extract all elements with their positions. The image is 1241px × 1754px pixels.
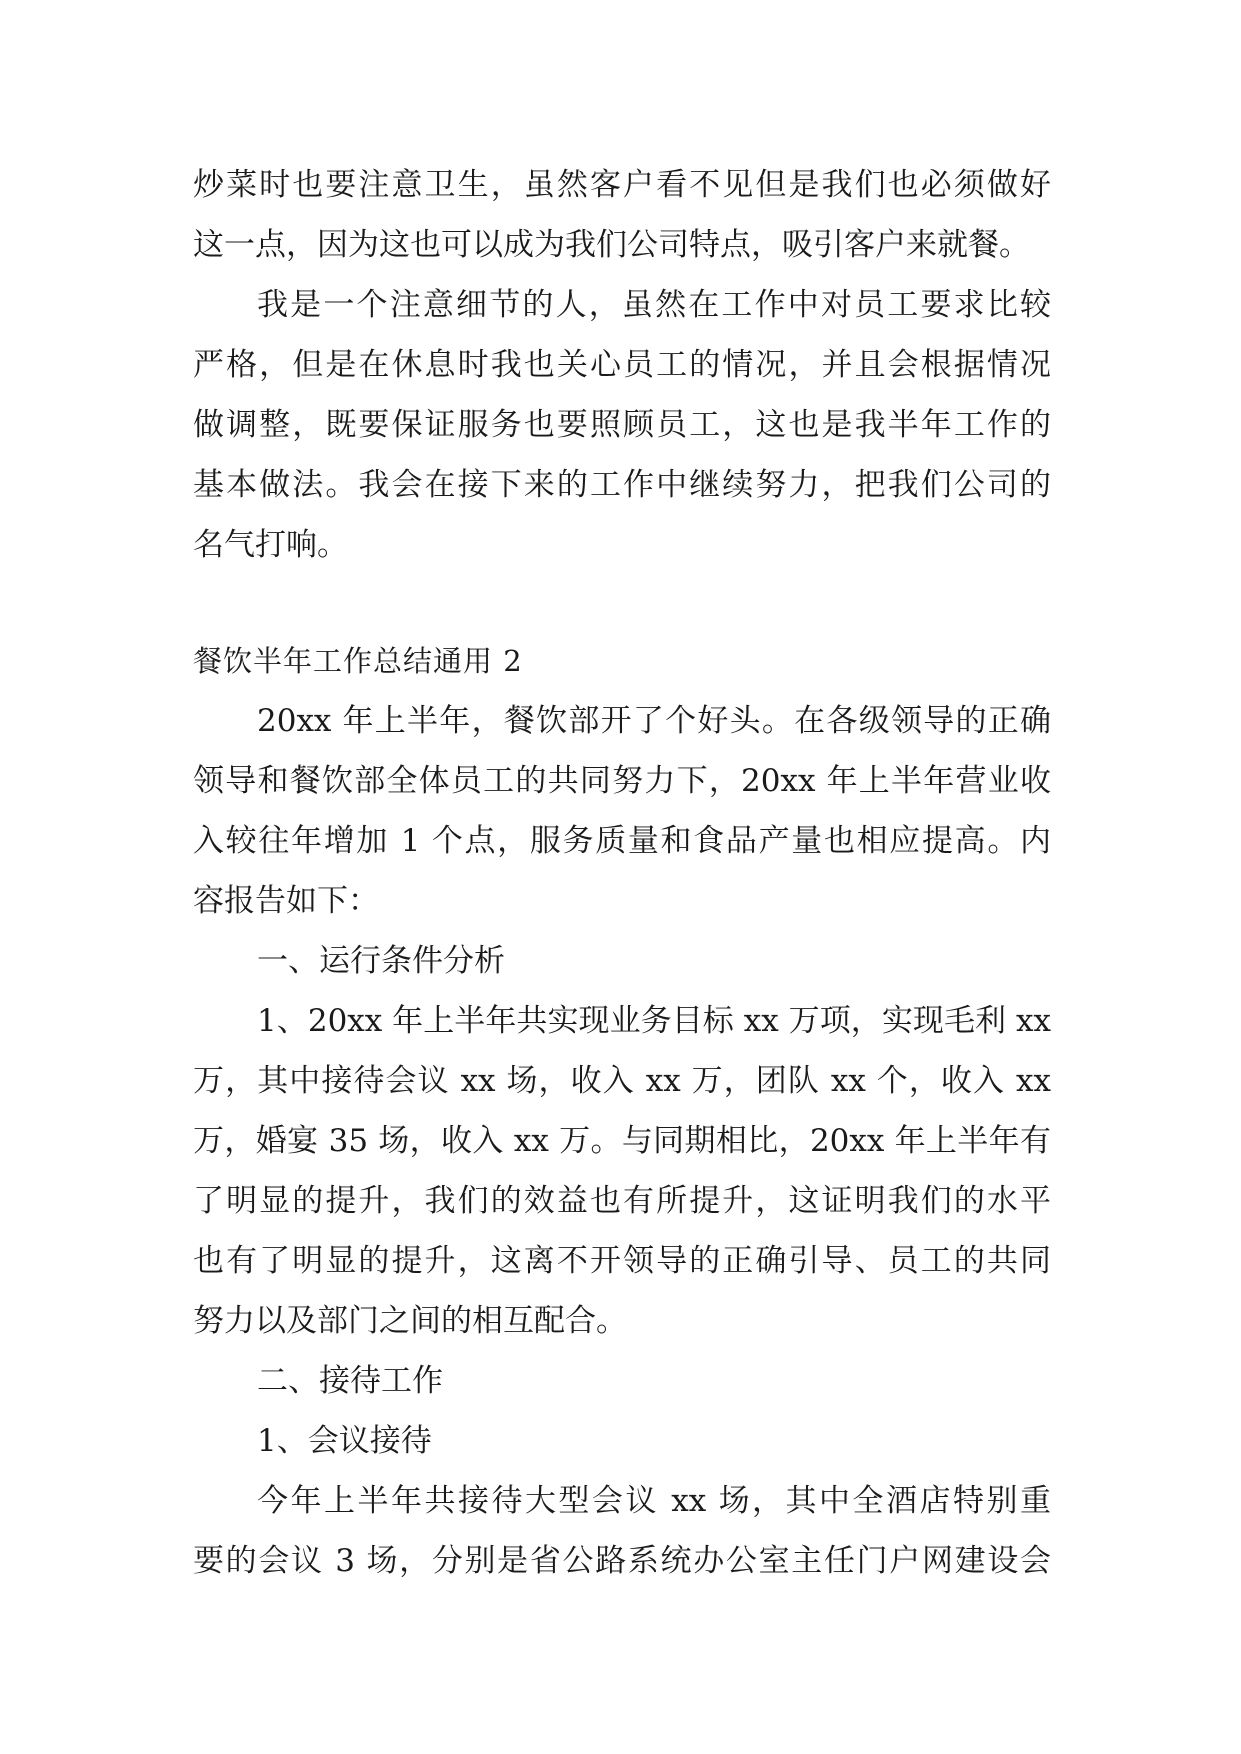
text-line: 容报告如下： bbox=[193, 883, 379, 919]
paragraph bbox=[193, 155, 1051, 275]
paragraph bbox=[193, 1471, 1051, 1591]
text-line: 领导和餐饮部全体员工的共同努力下，20xx 年上半年营业收 bbox=[193, 763, 1051, 799]
text-line: 基本做法。我会在接下来的工作中继续努力，把我们公司的 bbox=[193, 467, 1051, 503]
text-line: 了明显的提升，我们的效益也有所提升，这证明我们的水平 bbox=[193, 1183, 1051, 1219]
subheading: 1、会议接待 bbox=[257, 1423, 432, 1459]
text-line: 20xx 年上半年，餐饮部开了个好头。在各级领导的正确 bbox=[257, 703, 1051, 739]
text-line: 这一点，因为这也可以成为我们公司特点，吸引客户来就餐。 bbox=[193, 227, 1030, 263]
paragraph bbox=[193, 691, 1051, 931]
text-line: 今年上半年共接待大型会议 xx 场，其中全酒店特别重 bbox=[257, 1483, 1051, 1519]
subheading: 二、接待工作 bbox=[257, 1363, 443, 1399]
section-title: 餐饮半年工作总结通用 2 bbox=[193, 644, 523, 678]
subheading: 一、运行条件分析 bbox=[257, 943, 505, 979]
text-line: 炒菜时也要注意卫生，虽然客户看不见但是我们也必须做好 bbox=[193, 167, 1051, 203]
text-line: 要的会议 3 场，分别是省公路系统办公室主任门户网建设会 bbox=[193, 1543, 1051, 1579]
text-line: 1、20xx 年上半年共实现业务目标 xx 万项，实现毛利 xx bbox=[257, 1003, 1051, 1039]
text-line: 严格，但是在休息时我也关心员工的情况，并且会根据情况 bbox=[193, 347, 1051, 383]
text-line: 做调整，既要保证服务也要照顾员工，这也是我半年工作的 bbox=[193, 407, 1051, 443]
text-line: 我是一个注意细节的人，虽然在工作中对员工要求比较 bbox=[257, 287, 1051, 323]
text-line: 努力以及部门之间的相互配合。 bbox=[193, 1303, 627, 1339]
document-page bbox=[193, 155, 1051, 1591]
text-line: 万，婚宴 35 场，收入 xx 万。与同期相比，20xx 年上半年有 bbox=[193, 1123, 1051, 1159]
paragraph bbox=[193, 991, 1051, 1351]
paragraph bbox=[193, 275, 1051, 575]
text-line: 万，其中接待会议 xx 场，收入 xx 万，团队 xx 个，收入 xx bbox=[193, 1063, 1051, 1099]
text-line: 名气打响。 bbox=[193, 527, 348, 563]
section-gap bbox=[193, 575, 1051, 631]
text-line: 也有了明显的提升，这离不开领导的正确引导、员工的共同 bbox=[193, 1243, 1051, 1279]
text-line: 入较往年增加 1 个点，服务质量和食品产量也相应提高。内 bbox=[193, 823, 1051, 859]
